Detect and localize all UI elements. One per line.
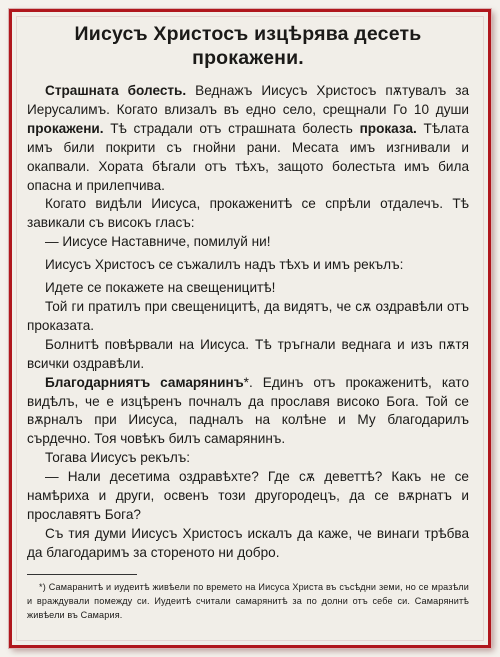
bold-term-lepers: прокажени.	[27, 120, 104, 136]
title-line-2: прокажени.	[192, 47, 304, 69]
paragraph-grateful-samaritan	[27, 374, 469, 450]
quote-have-mercy: — Иисусе Наставниче, помилуй ни!	[45, 234, 271, 250]
paragraph-jesus-said: Тогава Иисусъ рекълъ:	[45, 450, 191, 466]
paragraph-jesus-pity: Иисусъ Христосъ се съжалилъ надъ тѣхъ и имъ рекълъ:	[45, 257, 404, 273]
document-page	[27, 22, 469, 622]
section-heading-samaritan: Благодарниятъ самарянинъ	[45, 374, 244, 390]
paragraph-lepers-call: Когато видѣли Иисуса, прокаженитѣ се спрѣли отдалечъ. Тѣ завикали съ високъ гласъ:	[27, 196, 469, 231]
footnote: *) Самаранитѣ и иудеитѣ живѣели по времето на Иисуса Христа въ съсѣдни земи, но се мразѣли и враждували помежду си. Иудеитѣ считали самарянитѣ за по долни отъ себе си. Самарянитѣ живѣели въ Самария.	[27, 581, 469, 620]
footnote-mark: *.	[243, 374, 253, 390]
paragraph-moral: Съ тия думи Иисусъ Христосъ искалъ да каже, че винаги трѣбва да благодаримъ за стореното ни добро.	[27, 525, 469, 560]
page-title	[27, 22, 469, 70]
paragraph-text: Веднажъ Иисусъ Христосъ пѫтувалъ за Иерусалимъ. Когато влизалъ въ едно село, срещнали Го 10 души	[27, 83, 470, 117]
paragraph-terrible-disease	[27, 82, 469, 195]
section-heading-disease: Страшната болесть.	[45, 83, 187, 98]
paragraph-text: Тѣ страдали отъ страшната болесть	[103, 120, 360, 136]
paragraph-text: Единъ отъ прокаженитѣ, като видѣлъ, че е изцѣренъ почналъ да прославя високо Бога. Той се вѫрналъ при Иисуса, падналъ на колѣне и Му благодарилъ сърдечно. Тоя човѣкъ билъ самарянинъ.	[27, 374, 469, 447]
quote-go-show-priests: Идете се покажете на свещеницитѣ!	[45, 280, 276, 296]
paragraph-text: Тѣлата имъ били покрити съ гнойни рани. Месата имъ изгнивали и окапвали. Хората бѣгали отъ тѣхъ, защото болестьта имъ била опасна и прилепчива.	[27, 120, 469, 193]
footnote-separator	[27, 574, 137, 575]
paragraph-lepers-healed: Болнитѣ повѣрвали на Иисуса. Тѣ тръгнали веднага и изъ пѫтя всички оздравѣли.	[27, 336, 469, 371]
title-line-1: Иисусъ Христосъ изцѣрява десеть	[74, 23, 422, 45]
quote-where-are-nine: — Нали десетима оздравѣхте? Где сѫ деветтѣ? Какъ не се намѣриха и други, освенъ този другородецъ, да се вѫрнатъ и прославятъ Бога?	[27, 469, 469, 522]
paragraph-sent-to-priests: Той ги пратилъ при свещеницитѣ, да видятъ, че сѫ оздравѣли отъ проказата.	[27, 298, 469, 333]
bold-term-leprosy: проказа.	[359, 120, 417, 136]
